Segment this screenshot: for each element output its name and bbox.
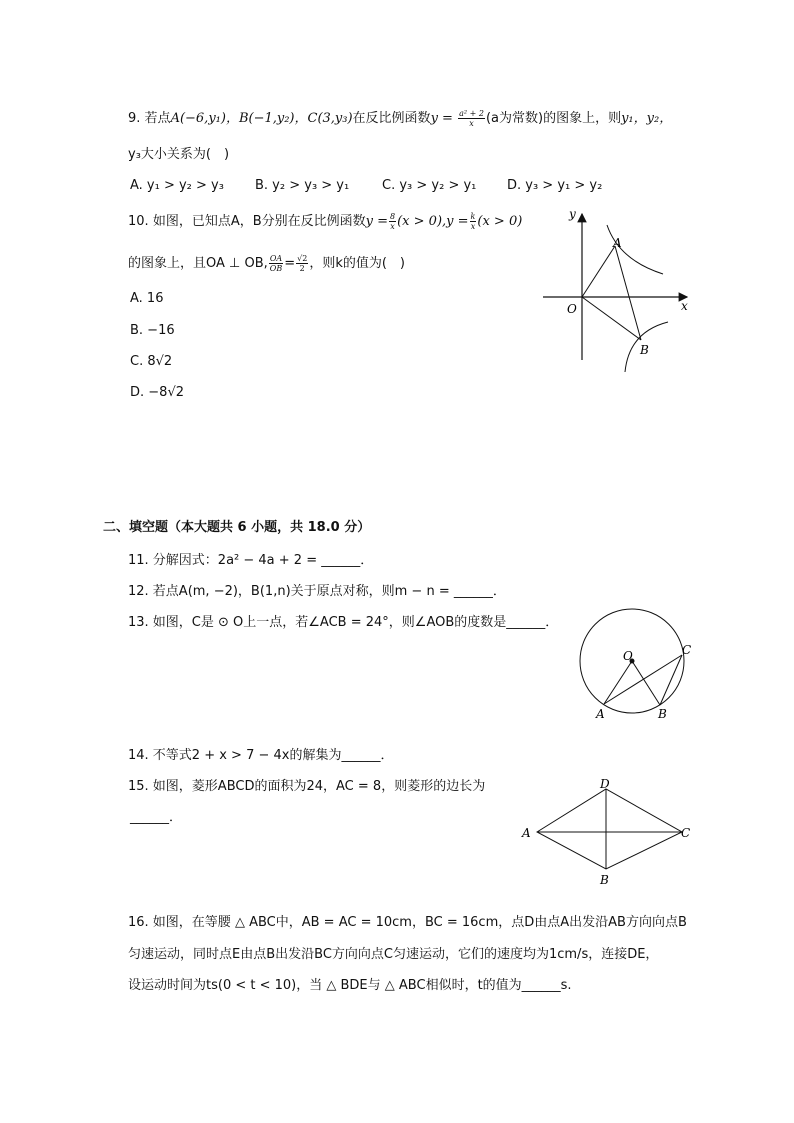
- q10-line2-a: 的图象上，且OA ⊥ OB,: [128, 256, 268, 271]
- q12: 12. 若点A(m, −2)，B(1,n)关于原点对称，则m − n = ______．: [128, 584, 506, 599]
- section-heading: 二、填空题（本大题共 6 小题，共 18.0 分）: [103, 520, 371, 535]
- q10-f1-domain: (x > 0),: [397, 214, 447, 229]
- q10-option-d: D. −8√2: [130, 385, 184, 400]
- q9-line2: y₃大小关系为( ): [128, 147, 230, 162]
- q9-line1: [128, 109, 672, 128]
- q10-value-den: 2: [299, 264, 305, 273]
- q10-stem-a: 如图，已知点A，B分别在反比例函数: [152, 214, 366, 229]
- q9-number: 9.: [128, 111, 141, 126]
- q10-label-y: y: [569, 207, 576, 221]
- q10-ratio-den: OB: [269, 264, 283, 273]
- q15-label-a: A: [522, 826, 531, 840]
- q9-func-note: (a为常数): [485, 111, 544, 126]
- q9-frac-num: a² + 2: [459, 109, 484, 118]
- q16-line2: 匀速运动，同时点E由点B出发沿BC方向向点C匀速运动，它们的速度均为1cm/s，连接DE，: [128, 947, 659, 962]
- q9-stem-c: 的图象上，则: [543, 111, 622, 126]
- q9-option-d: D. y₃ > y₁ > y₂: [507, 178, 603, 193]
- q15-label-c: C: [681, 826, 691, 840]
- q9-option-c: C. y₃ > y₂ > y₁: [382, 178, 477, 193]
- q10-line2: [128, 254, 405, 273]
- q13-label-a: A: [596, 707, 605, 721]
- q15-figure: [515, 777, 700, 889]
- q10-ratio-num: OA: [269, 254, 283, 263]
- q10-label-a: A: [613, 236, 622, 250]
- q10-f1-lhs: y =: [365, 214, 389, 229]
- q10-option-a: A. 16: [130, 291, 164, 306]
- q10-f1-fraction: [389, 212, 396, 231]
- q13-segment-oa: [604, 661, 632, 704]
- q9-vars: y₁，y₂，: [621, 111, 673, 126]
- q9-fraction: [458, 109, 485, 128]
- q14: 14. 不等式2 + x > 7 − 4x的解集为______．: [128, 748, 394, 763]
- q10-f2-lhs: y =: [446, 214, 469, 229]
- q10-option-c: C. 8√2: [130, 354, 173, 369]
- q10-f2-fraction: [470, 212, 477, 231]
- q10-segment-oa: [582, 246, 615, 297]
- q9-stem-a: 若点: [144, 111, 171, 126]
- q10-label-b: B: [640, 343, 649, 357]
- q15-line1: 15. 如图，菱形ABCD的面积为24，AC = 8，则菱形的边长为: [128, 779, 486, 794]
- q9-stem-b: 在反比例函数: [352, 111, 431, 126]
- q10-f2-num: k: [470, 212, 476, 221]
- q13-label-c: C: [682, 643, 692, 657]
- q10-segment-ob: [582, 297, 641, 340]
- q15-label-b: B: [600, 873, 609, 887]
- q11: 11. 分解因式：2a² − 4a + 2 = ______．: [128, 553, 374, 568]
- q10-f1-num: 8: [390, 212, 396, 221]
- q9-option-a: A. y₁ > y₂ > y₃: [130, 178, 224, 193]
- q10-ratio-fraction: [269, 254, 283, 273]
- q10-segment-ab: [615, 246, 641, 340]
- q10-figure: [535, 200, 695, 375]
- q9-func-lhs: y =: [430, 111, 453, 126]
- q10-line1: [128, 212, 522, 231]
- q9-frac-den: x: [469, 119, 474, 128]
- q15-label-d: D: [600, 777, 610, 791]
- q13-segment-ob: [632, 661, 660, 705]
- q15-line2: ______．: [130, 810, 183, 825]
- q10-value-fraction: [296, 254, 308, 273]
- q10-number: 10.: [128, 214, 149, 229]
- q13-label-b: B: [658, 707, 667, 721]
- q10-f1-den: x: [390, 222, 395, 231]
- q15-rhombus: [537, 789, 682, 869]
- q10-line2-b: ，则k的值为( ): [309, 256, 405, 271]
- q13-label-o: O: [623, 649, 633, 663]
- q9-option-b: B. y₂ > y₃ > y₁: [255, 178, 350, 193]
- q9-points: A(−6,y₁)，B(−1,y₂)，C(3,y₃): [170, 111, 353, 126]
- q16-line1: 16. 如图，在等腰 △ ABC中，AB = AC = 10cm，BC = 16cm，点D由点A出发沿AB方向向点B: [128, 915, 687, 930]
- q13-figure: [575, 608, 695, 726]
- q10-label-o: O: [567, 302, 577, 316]
- q10-label-x: x: [681, 299, 688, 313]
- q10-f2-den: x: [470, 222, 476, 231]
- q13: 13. 如图，C是 ⊙ O上一点，若∠ACB = 24°，则∠AOB的度数是______．: [128, 615, 559, 630]
- q10-eq: =: [284, 256, 296, 271]
- q10-f2-domain: (x > 0): [477, 214, 523, 229]
- q16-line3: 设运动时间为ts(0 < t < 10)，当 △ BDE与 △ ABC相似时，t的值为______s.: [128, 978, 572, 993]
- q10-value-num: √2: [297, 254, 308, 263]
- q10-option-b: B. −16: [130, 323, 175, 338]
